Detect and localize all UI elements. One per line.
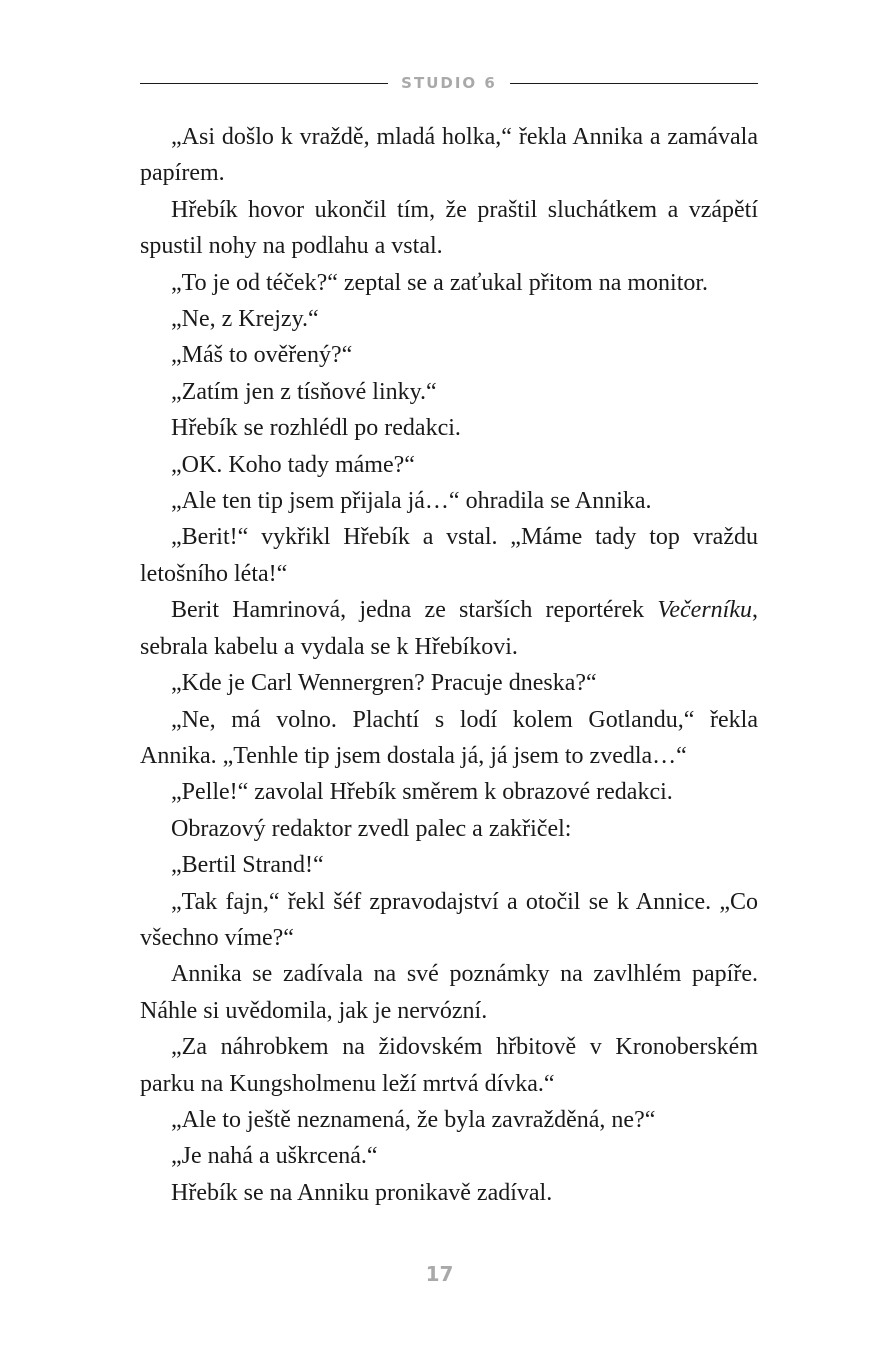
running-header [140,70,758,96]
paragraph: Obrazový redaktor zvedl palec a zakřičel: [171,815,572,842]
paragraph: „Za náhrobkem na židovském hřbitově v Kronoberském parku na Kungsholmenu leží mrtvá dívka.“ [140,1034,758,1097]
paragraph [140,592,758,665]
paragraph-text: , sebrala kabelu a vydala se k Hřebíkovi. [140,597,758,660]
paragraph: Hřebík se na Anniku pronikavě zadíval. [171,1179,553,1206]
paragraph: Annika se zadívala na své poznámky na zavlhlém papíře. Náhle si uvědomila, jak je nervózní. [140,961,758,1024]
paragraph: „Ale ten tip jsem přijala já…“ ohradila se Annika. [171,488,652,515]
paragraph: „Je nahá a uškrcená.“ [171,1143,378,1170]
paragraph: Hřebík se rozhlédl po redakci. [171,415,461,442]
paragraph: „Ale to ještě neznamená, že byla zavražděná, ne?“ [171,1106,656,1133]
paragraph: „Kde je Carl Wennergren? Pracuje dneska?“ [171,670,597,697]
header-rule-left [140,83,388,84]
running-title: STUDIO 6 [401,74,497,92]
paragraph: Hřebík hovor ukončil tím, že praštil sluchátkem a vzápětí spustil nohy na podlahu a vstal. [140,196,758,260]
paragraph: „Berit!“ vykřikl Hřebík a vstal. „Máme tady top vraždu letošního léta!“ [140,524,758,587]
body-text [140,119,758,1211]
paragraph: „Máš to ověřený?“ [171,342,353,369]
paragraph-text: Berit Hamrinová, jedna ze starších reportérek [171,597,658,624]
paragraph: „OK. Koho tady máme?“ [171,451,415,478]
paragraph: „Asi došlo k vraždě, mladá holka,“ řekla Annika a zamávala papírem. [140,124,758,187]
paragraph: „Bertil Strand!“ [171,852,324,879]
paragraph: „Ne, z Krejzy.“ [171,306,319,333]
page-number: 17 [425,1262,454,1286]
paragraph: „Zatím jen z tísňové linky.“ [171,378,437,405]
paragraph: „Ne, má volno. Plachtí s lodí kolem Gotlandu,“ řekla Annika. „Tenhle tip jsem dostala já, já jsem to zvedla…“ [140,706,758,769]
paragraph: „To je od téček?“ zeptal se a zaťukal přitom na monitor. [171,269,709,296]
newspaper-title: Večerníku [657,597,752,624]
paragraph: „Pelle!“ zavolal Hřebík směrem k obrazové redakci. [171,779,673,806]
header-rule-right [510,83,758,84]
paragraph: „Tak fajn,“ řekl šéf zpravodajství a otočil se k Annice. „Co všechno víme?“ [140,888,758,951]
